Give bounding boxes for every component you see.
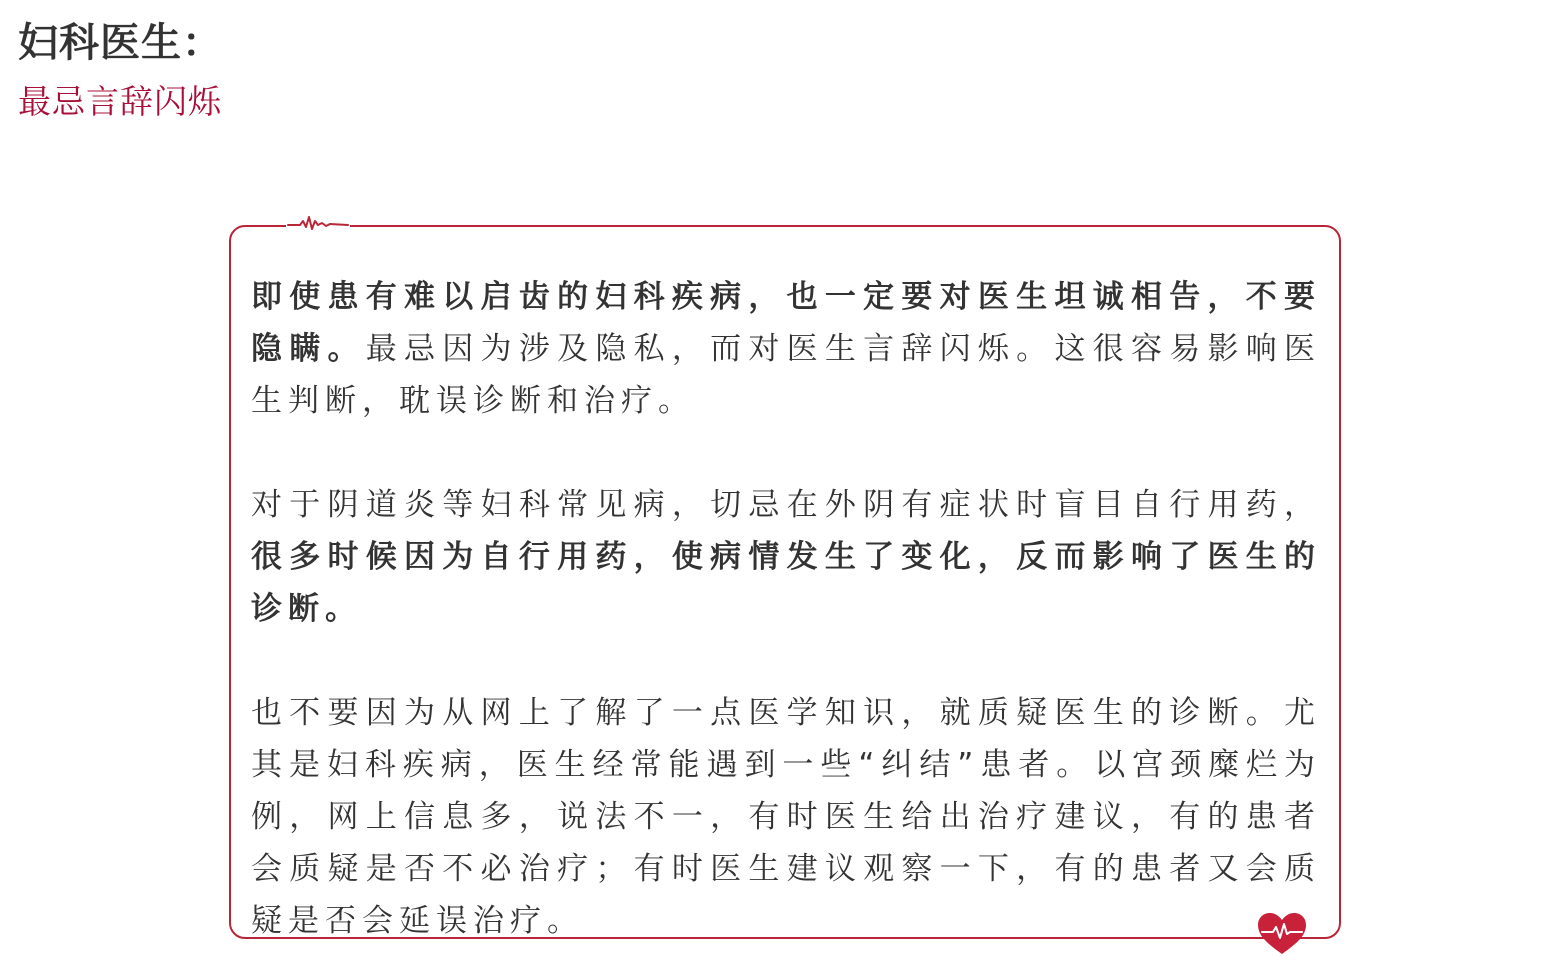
paragraph-3-text: 也不要因为从网上了解了一点医学知识，就质疑医生的诊断。尤其是妇科疾病，医生经常能遇到一些“纠结”患者。以宫颈糜烂为例，网上信息多，说法不一，有时医生给出治疗建议，有的患者会质疑是否不必治疗；有时医生建议观察一下，有的患者又会质疑是否会延误治疗。 xyxy=(251,695,1321,939)
paragraph-2-emphasis: 很多时候因为自行用药，使病情发生了变化，反而影响了医生的诊断。 xyxy=(251,539,1321,627)
paragraph-1-emphasis: 即使患有难以启齿的妇科疾病，也一定要对医生坦诚相告，不要隐瞒。 xyxy=(251,279,1321,367)
paragraph-1 xyxy=(251,271,1321,427)
paragraph-2 xyxy=(251,479,1321,635)
paragraph-3 xyxy=(251,687,1321,947)
section-subtitle: 最忌言辞闪烁 xyxy=(18,82,222,121)
tip-card xyxy=(229,225,1341,939)
paragraph-2-text: 对于阴道炎等妇科常见病，切忌在外阴有症状时盲目自行用药， xyxy=(251,487,1321,523)
section-title: 妇科医生： xyxy=(18,20,223,66)
card-content xyxy=(251,271,1321,947)
heartbeat-wave-icon xyxy=(286,212,350,234)
paragraph-1-text: 最忌因为涉及隐私，而对医生言辞闪烁。这很容易影响医生判断，耽误诊断和治疗。 xyxy=(251,331,1322,419)
heart-ecg-icon xyxy=(1256,912,1308,956)
